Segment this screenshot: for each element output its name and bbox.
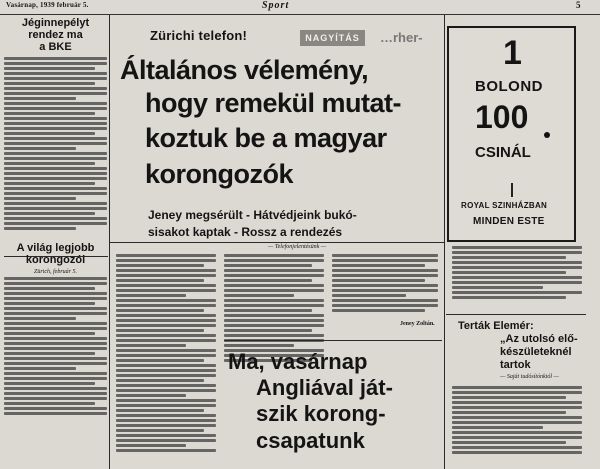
bottom-section-divider — [224, 340, 442, 341]
left-headline-2 — [4, 242, 107, 266]
telefon-label: — Telefonjelentésünk — — [268, 244, 327, 250]
center-body-col-2 — [224, 252, 324, 364]
main-headline-line-4: korongozók — [145, 159, 293, 189]
article-author: Jeney Zoltán. — [400, 321, 435, 327]
column-rule-right — [444, 15, 445, 469]
right-headline-line-4: tartok — [500, 359, 531, 371]
ad-number-one: 1 — [503, 34, 522, 72]
main-headline-line-2: hogy remekül mutat- — [145, 88, 402, 118]
right-headline — [458, 320, 578, 372]
right-subline: — Saját tudósítónktól — — [500, 374, 559, 380]
right-column-body-2 — [452, 384, 582, 456]
center-body-col-3 — [332, 252, 438, 314]
right-headline-line-1: Terták Elemér: — [458, 320, 534, 332]
right-headline-line-3: készületeknél — [500, 346, 572, 358]
page-number: 5 — [576, 0, 581, 10]
bottom-headline-line-4: csapatunk — [256, 428, 365, 453]
right-col-divider — [446, 314, 586, 315]
overlapping-page-fragment: NAGYÍTÁS — [300, 30, 365, 46]
left-article-1-body — [4, 57, 107, 230]
left-dateline: Zürich, február 5. — [33, 269, 77, 275]
ad-hundred: 100 — [475, 99, 529, 135]
overlapping-text-fragment: …rher- — [380, 30, 423, 45]
left-headline-1-line-2: rendez ma — [28, 29, 83, 41]
bottom-headline-line-2: Angliával ját- — [256, 375, 393, 400]
ad-bolond: BOLOND — [475, 78, 543, 95]
left-headline-1 — [4, 17, 107, 53]
ad-dot-icon — [544, 132, 550, 138]
masthead-date: Vasárnap, 1939 február 5. — [6, 1, 89, 9]
left-headline-1-line-1: Jéginnepélyt — [21, 17, 90, 29]
left-headline-1-line-3: a BKE — [39, 41, 72, 53]
kicker: Zürichi telefon! — [150, 28, 248, 43]
bottom-headline-line-3: szik korong- — [256, 401, 386, 426]
section-divider — [110, 242, 444, 243]
deck-line-2: sisakot kaptak - Rossz a rendezés — [148, 225, 343, 239]
left-headline-2-line-1: A világ legjobb — [16, 242, 95, 254]
left-column — [4, 17, 107, 417]
left-article-2-body — [4, 277, 107, 415]
left-headline-2-line-2: korongozói — [25, 254, 86, 266]
main-headline-line-3: koztuk be a magyar — [145, 123, 387, 153]
theater-advertisement — [447, 26, 576, 242]
masthead — [0, 0, 600, 15]
masthead-logo: Sport — [262, 0, 290, 11]
bottom-headline-line-1: Ma, vasárnap — [228, 349, 368, 374]
ad-csinal: CSINÁL — [475, 144, 531, 161]
ad-divider-icon — [511, 183, 513, 197]
ad-theater-name: ROYAL SZINHÁZBAN — [461, 201, 548, 210]
deck-line-1: Jeney megsérült - Hátvédjeink bukó- — [148, 208, 357, 222]
ad-every-evening: MINDEN ESTE — [473, 216, 545, 227]
right-headline-line-2: „Az utolsó elő- — [500, 333, 578, 345]
center-body-col-1 — [116, 252, 216, 454]
right-column-body-1 — [452, 244, 582, 301]
main-headline-line-1: Általános vélemény, — [120, 55, 369, 85]
